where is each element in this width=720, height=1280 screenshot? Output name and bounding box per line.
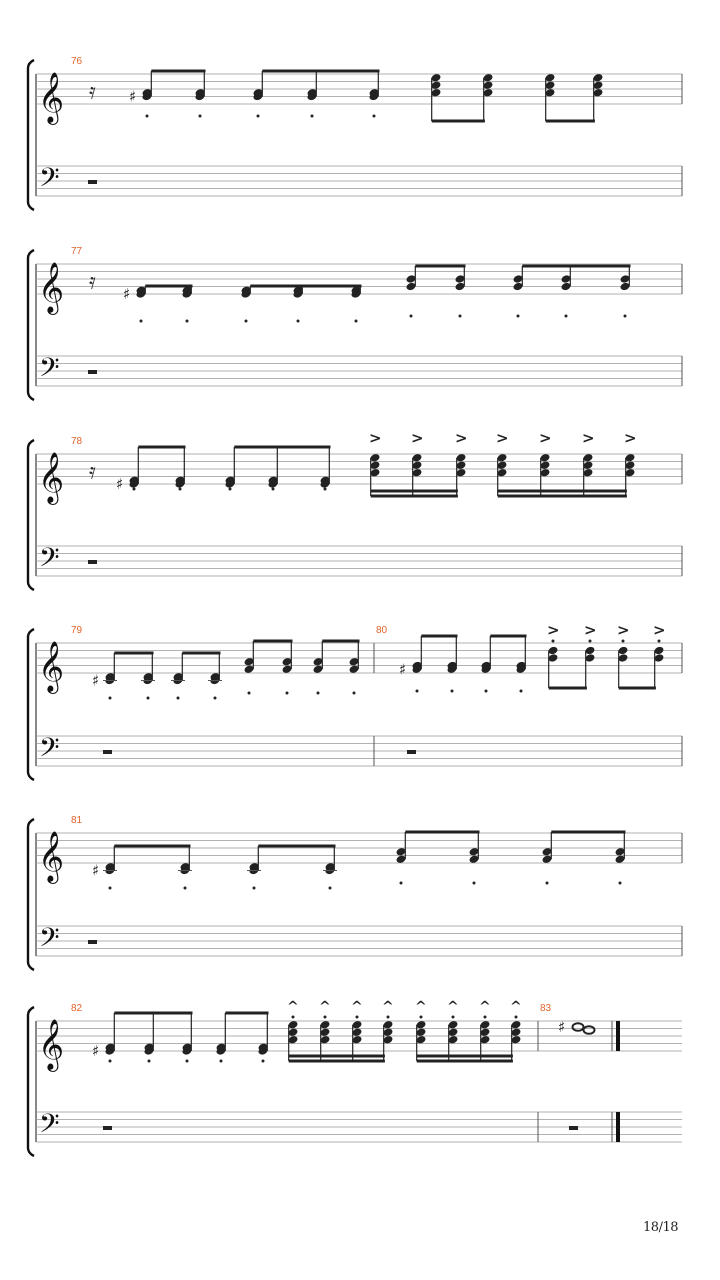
staccato-dot [109,1060,112,1063]
bass-staff [36,356,682,386]
system-2 [28,246,682,400]
staccato-dot [374,455,377,458]
chord [323,846,337,890]
treble-notes-3 [116,429,637,498]
sharp-accidental: ♯ [399,660,407,679]
chord [481,636,492,693]
accent-mark: > [624,429,637,447]
chord [144,1013,155,1063]
chord [282,641,293,695]
sharp-accidental: ♯ [92,671,100,690]
sharp-accidental: ♯ [116,475,124,493]
half-rest [88,940,97,944]
staccato-dot [452,1016,455,1019]
system-1 [28,56,682,210]
staccato-dot [460,455,463,458]
staccato-dot [546,882,549,885]
staccato-dot [387,1016,390,1019]
treble-clef: 𝄞 [38,831,65,882]
beam [551,831,625,834]
beam [546,120,595,123]
whole-note [584,1026,595,1034]
accent-mark: > [369,429,382,447]
chord [396,832,407,885]
marcato-mark: ^ [415,999,427,1015]
staccato-dot [658,640,661,643]
staccato-dot [184,887,187,890]
staccato-dot [373,115,376,118]
bass-clef: 𝄢 [39,541,60,580]
sharp-accidental: ♯ [92,1042,100,1060]
beam [405,831,479,834]
beam [182,652,220,655]
staccato-dot [619,882,622,885]
beam [138,446,185,449]
system-bracket [28,819,34,970]
beam [250,285,361,288]
half-rest [569,1126,578,1130]
chord [241,285,252,322]
chord [584,621,597,688]
chord [293,285,304,322]
accent-mark: > [539,429,552,447]
treble-notes-1 [129,70,603,123]
chord [510,999,522,1061]
beam [415,265,465,268]
staccato-dot [292,1016,295,1019]
chord [479,999,491,1061]
staccato-dot [179,488,182,491]
chord [195,71,206,118]
staccato-dot [186,320,189,323]
chord [141,653,155,700]
staccato-dot [286,692,289,695]
chord [182,1013,193,1063]
chord [351,285,362,322]
staccato-dot [517,315,520,318]
chord [258,1013,269,1063]
staccato-dot [420,1016,423,1019]
staccato-dot [589,640,592,643]
beam [253,640,292,643]
staccato-dot [520,690,523,693]
measure-number: 83 [540,1003,552,1014]
staccato-dot [297,320,300,323]
chord [615,832,626,885]
chord [561,266,572,318]
beam [114,1012,192,1015]
chord [547,621,560,688]
beam [322,640,359,643]
beam [114,652,153,655]
beam [234,446,330,449]
staccato-dot [311,115,314,118]
beam [417,1060,513,1063]
chord [178,846,192,890]
final-barline-thick [616,1112,620,1142]
sharp-accidental: ♯ [129,87,137,106]
chord [349,641,360,695]
chord [92,653,117,700]
staccato-dot [199,115,202,118]
staccato-dot [435,76,438,79]
staccato-dot [565,315,568,318]
chord [208,653,222,700]
staccato-dot [220,1060,223,1063]
treble-clef: 𝄞 [38,262,65,313]
chord [406,266,417,318]
system-bracket [28,629,34,780]
accent-mark: > [547,621,560,639]
sharp-accidental: ♯ [92,861,100,880]
marcato-mark: ^ [510,999,522,1015]
chord [624,429,637,496]
accent-mark: > [455,429,468,447]
accent-mark: > [653,621,666,639]
bass-staff [36,1112,682,1142]
sharp-accidental: ♯ [123,285,131,303]
treble-staff [36,643,682,673]
treble-clef: 𝄞 [38,1019,65,1070]
chord [129,71,152,118]
staccato-dot [133,488,136,491]
beam [498,495,627,498]
chord [319,999,331,1061]
chord [369,429,382,496]
beam [114,845,190,848]
beam [619,687,656,690]
staccato-dot [451,690,454,693]
chord [382,999,394,1061]
chord [513,266,524,318]
chord [496,429,509,496]
beam [151,70,205,73]
staccato-dot [624,315,627,318]
system-5 [28,815,682,970]
beam [549,687,587,690]
beam [421,635,457,638]
marcato-mark: ^ [319,999,331,1015]
staccato-dot [587,455,590,458]
staccato-dot [245,320,248,323]
system-bracket [28,250,34,400]
chord [539,429,552,496]
staccato-dot [622,640,625,643]
staccato-dot [515,1016,518,1019]
staccato-dot [186,1060,189,1063]
chord [287,999,299,1061]
treble-notes-2 [123,265,631,323]
half-rest [88,560,97,564]
measure-number: 82 [71,1003,83,1014]
staccato-dot [501,455,504,458]
chord [244,641,255,695]
marcato-mark: ^ [382,999,394,1015]
chord [351,999,363,1061]
accent-mark: > [496,429,509,447]
bass-clef: 𝄢 [39,921,60,960]
bass-staff [36,926,682,956]
beam [498,490,627,493]
staccato-dot [549,76,552,79]
staccato-dot [484,1016,487,1019]
beam [371,490,458,493]
beam [371,495,458,498]
chord [516,636,527,693]
staccato-dot [148,1060,151,1063]
bass-staff [36,546,682,576]
staccato-dot [177,697,180,700]
staccato-dot [109,887,112,890]
staccato-dot [262,1060,265,1063]
staccato-dot [544,455,547,458]
chord [447,999,459,1061]
staccato-dot [629,455,632,458]
chord [455,266,466,318]
staccato-dot [248,692,251,695]
chord [469,832,480,885]
staccato-dot [146,115,149,118]
treble-notes-5 [92,831,626,890]
staccato-dot [400,882,403,885]
chord [653,621,666,688]
chord [307,71,318,118]
chord [171,653,185,700]
staccato-dot [597,76,600,79]
staccato-dot [329,887,332,890]
bass-clef: 𝄢 [39,1107,60,1146]
bass-clef: 𝄢 [39,161,60,200]
chord [123,285,146,323]
accent-mark: > [584,621,597,639]
chord [92,1013,115,1063]
treble-clef: 𝄞 [38,641,65,692]
accent-mark: > [411,429,424,447]
bass-clef: 𝄢 [39,731,60,770]
chord [182,285,193,322]
staccato-dot [416,455,419,458]
staccato-dot [324,1016,327,1019]
chord [399,636,422,693]
treble-staff [36,833,682,863]
beam [490,635,526,638]
half-rest [407,750,416,754]
chord [92,846,117,890]
chord [545,73,556,121]
beam [262,70,379,73]
sixteenth-rest: 𝄿 [89,79,96,105]
staccato-dot [355,320,358,323]
treble-clef: 𝄞 [38,452,65,503]
beam [289,1060,385,1063]
chord [253,71,264,118]
staccato-dot [552,640,555,643]
half-rest [88,180,97,184]
beam [522,265,630,268]
chord [582,429,595,496]
beam [145,285,192,288]
chord [593,73,604,121]
beam [289,1055,385,1058]
whole-note [573,1023,584,1031]
measure-number: 81 [71,815,83,826]
chord [415,999,427,1061]
measure-number: 78 [71,436,83,447]
staccato-dot [410,315,413,318]
chord [617,621,630,688]
chord [447,636,458,693]
beam [432,120,485,123]
staccato-dot [140,320,143,323]
chord [411,429,424,496]
half-rest [88,370,97,374]
staccato-dot [487,76,490,79]
chord [247,846,261,890]
staccato-dot [147,697,150,700]
marcato-mark: ^ [351,999,363,1015]
staccato-dot [272,488,275,491]
measure-number: 80 [376,625,388,636]
half-rest [103,1126,112,1130]
chord [431,73,442,121]
staccato-dot [109,697,112,700]
system-4 [28,625,682,780]
measure-number: 76 [71,56,83,67]
treble-notes-6 [92,999,522,1063]
staccato-dot [459,315,462,318]
chord [542,832,553,885]
staccato-dot [214,697,217,700]
chord [483,73,494,121]
staccato-dot [229,488,232,491]
chord [620,266,631,318]
staccato-dot [253,887,256,890]
beam [417,1055,513,1058]
sharp-accidental: ♯ [558,1018,566,1036]
marcato-mark: ^ [287,999,299,1015]
staccato-dot [473,882,476,885]
staccato-dot [356,1016,359,1019]
page-number: 18/18 [643,1220,678,1235]
staccato-dot [485,690,488,693]
system-bracket [28,440,34,590]
half-rest [103,750,112,754]
accent-mark: > [617,621,630,639]
marcato-mark: ^ [479,999,491,1015]
chord [455,429,468,496]
marcato-mark: ^ [447,999,459,1015]
bass-staff [36,736,682,766]
measure-number: 77 [71,246,83,257]
final-barline-thick [616,1021,620,1051]
chord [369,71,380,118]
staccato-dot [317,692,320,695]
beam [225,1012,268,1015]
sixteenth-rest: 𝄿 [89,459,96,485]
staccato-dot [353,692,356,695]
staccato-dot [257,115,260,118]
beam [258,845,335,848]
treble-clef: 𝄞 [38,72,65,123]
bass-clef: 𝄢 [39,351,60,390]
measure-number: 79 [71,625,83,636]
sixteenth-rest: 𝄿 [89,269,96,295]
accent-mark: > [582,429,595,447]
bass-staff [36,166,682,196]
system-bracket [28,60,34,210]
staccato-dot [416,690,419,693]
chord [313,641,324,695]
staccato-dot [324,488,327,491]
system-bracket [28,1007,34,1156]
chord [216,1013,227,1063]
